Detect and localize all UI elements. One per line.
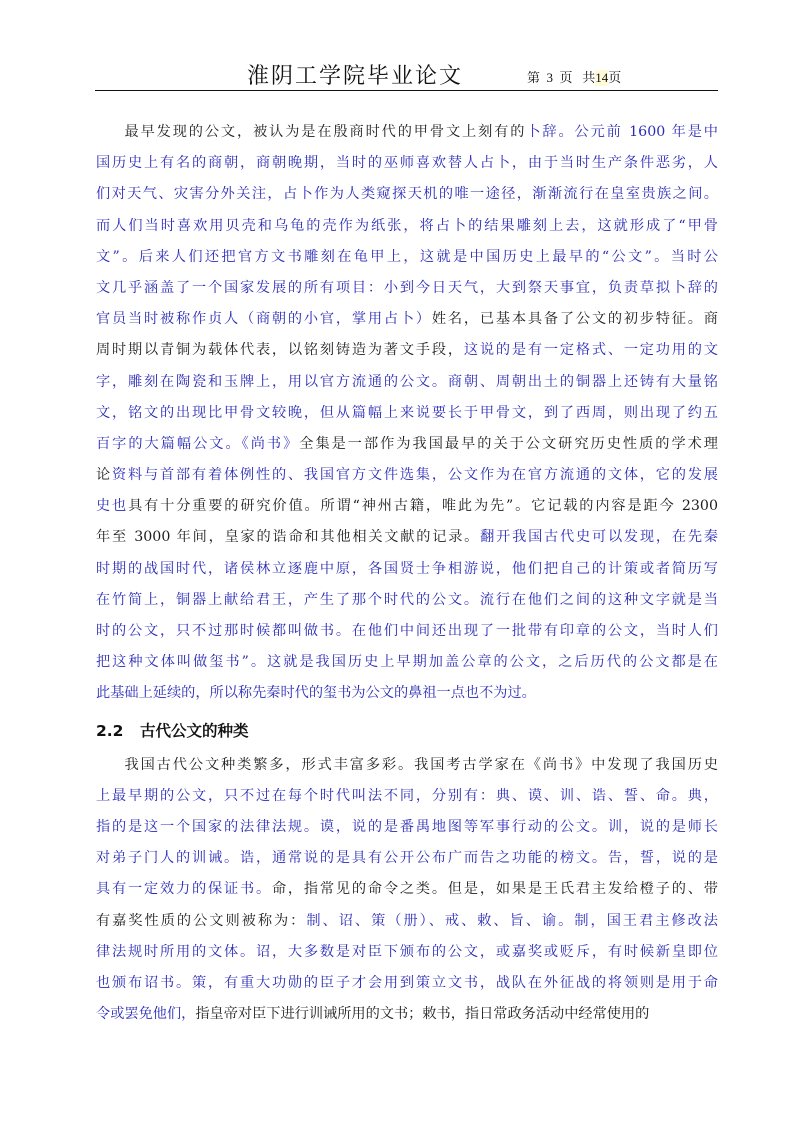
text-run: 律法规时所用的文体。诏，大多数是对臣下颁布的公文，或嘉奖或贬斥，有时候新皇即位 (96, 943, 718, 960)
text-run: 字，雕刻在陶瓷和玉牌上，用以官方流通的公文。商朝、周朝出土的铜器上还铸有大量铭 (96, 373, 718, 390)
text-run: 把这种文体叫做玺书”。这就是我国历史上早期加盖公章的公文，之后历代的公文都是在 (96, 654, 718, 671)
section-heading (96, 712, 718, 750)
paragraph-earliest-documents (96, 117, 718, 710)
text-run: 在竹简上，铜器上献给君王，产生了那个时代的公文。流行在他们之间的这种文字就是当 (96, 591, 718, 608)
text-run: 全集是一部作为我国最早的关于公文研究历史性质的学术理 (299, 435, 718, 452)
text-line (96, 812, 718, 843)
text-line (96, 211, 718, 242)
text-run: 卜辞。公元前 1600 年是中 (526, 124, 718, 140)
text-run: 对弟子门人的训诫。诰，通常说的是具有公开公布广而告之功能的榜文。告，誓，说的是 (96, 850, 718, 867)
text-line (96, 616, 718, 647)
text-line (96, 398, 718, 429)
text-line (96, 999, 718, 1030)
text-run: 文，铭文的出现比甲骨文较晚，但从篇幅上来说要长于甲骨文，到了西周，则出现了约五 (96, 404, 718, 421)
total-suffix: 页 (608, 70, 622, 85)
text-run: 百字的大篇幅公文。《尚书》 (96, 435, 300, 452)
text-run: 具有一定效力的保证书。 (96, 881, 272, 898)
text-run: 官员当时被称作贞人（商朝的小官，掌用占卜） (96, 311, 432, 328)
text-line (96, 335, 718, 366)
text-run: 史也 (96, 498, 129, 515)
text-line (96, 273, 718, 304)
section-title: 古代公文的种类 (140, 721, 249, 740)
text-line (96, 304, 718, 335)
text-run: 而人们当时喜欢用贝壳和乌龟的壳作为纸张，将占卜的结果雕刻上去，这就形成了“甲骨 (96, 217, 718, 234)
text-run: 最早发现的公文，被认为是在殷商时代的甲骨文上刻有的 (124, 124, 527, 140)
text-run: 我国古代公文种类繁多，形式丰富多彩。我国考古学家在《尚书》中发现了我国历史 (124, 756, 718, 773)
page-number: 3 (546, 70, 554, 85)
text-line (96, 460, 718, 491)
page-indicator (527, 67, 621, 86)
text-line (96, 937, 718, 968)
text-run: 具有十分重要的研究价值。所谓“神州古籍，唯此为先”。它记载的内容是距今 2300 (128, 498, 718, 515)
page-prefix: 第 (527, 70, 541, 85)
text-line (96, 781, 718, 812)
total-pages: 14 (595, 70, 609, 85)
thesis-header-title: 淮阴工学院毕业论文 (247, 64, 464, 89)
page-label: 页 (559, 70, 573, 85)
document-body (96, 117, 718, 1030)
text-run: 时的公文，只不过那时候都叫做书。在他们中间还出现了一批带有印章的公文，当时人们 (96, 623, 718, 639)
section-number: 2.2 (96, 721, 124, 740)
text-run: 国历史上有名的商朝，商朝晚期，当时的巫师喜欢替人占卜，由于当时生产条件恶劣，人 (96, 155, 718, 172)
text-run: 有嘉奖性质的公文则被称为： (96, 912, 307, 929)
text-run: 文几乎涵盖了一个国家发展的所有项目：小到今日天气，大到祭天事宜，负责草拟卜辞的 (96, 279, 718, 296)
text-run: 姓名，已基本具备了公文的初步特征。商 (431, 311, 718, 328)
text-run: 翻开我国古代史可以发现，在先秦 (480, 529, 718, 546)
text-run: 资料与首部有着体例性的、我国官方文件选集，公文作为在官方流通的文体，它的发展 (112, 467, 718, 484)
text-run: 论 (96, 467, 112, 484)
page-header (95, 58, 718, 91)
text-line (96, 179, 718, 210)
text-line (96, 117, 718, 148)
text-run: 也颁布诏书。策，有重大功勋的臣子才会用到策立文书，战队在外征战的将领则是用于命 (96, 974, 718, 991)
text-line (96, 678, 718, 709)
paragraph-document-types (96, 750, 718, 1031)
text-line (96, 647, 718, 678)
text-line (96, 242, 718, 273)
text-line (96, 491, 718, 522)
total-prefix: 共 (582, 70, 596, 85)
text-line (96, 148, 718, 179)
text-run: 令或罢免他们， (96, 1006, 196, 1023)
text-line (96, 843, 718, 874)
text-line (96, 874, 718, 905)
text-run: 此基础上延续的，所以称先秦时代的玺书为公文的鼻祖一点也不为过。 (96, 685, 536, 702)
text-run: 这说的是有一定格式、一定功用的文 (463, 342, 718, 359)
text-line (96, 522, 718, 553)
text-run: 制、诏、策（册）、戒、敕、旨、谕。制，国王君主修改法 (306, 912, 718, 929)
text-line (96, 750, 718, 781)
text-line (96, 554, 718, 585)
text-run: 时期的战国时代，诸侯林立逐鹿中原，各国贤士争相游说，他们把自己的计策或者简历写 (96, 560, 718, 577)
text-run: 上最早期的公文，只不过在每个时代叫法不同，分别有：典、谟、训、诰、誓、命。典， (96, 787, 718, 804)
text-run: 年至 3000 年间，皇家的诰命和其他相关文献的记录。 (96, 529, 481, 546)
text-line (96, 968, 718, 999)
text-run: 指皇帝对臣下进行训诫所用的文书；敕书，指日常政务活动中经常使用的 (195, 1006, 650, 1023)
text-run: 周时期以青铜为载体代表，以铭刻铸造为著文手段， (96, 342, 464, 359)
text-run: 们对天气、灾害分外关注，占卜作为人类窥探天机的唯一途径，渐渐流行在皇室贵族之间。 (96, 186, 718, 203)
text-line (96, 906, 718, 937)
text-run: 文”。后来人们还把官方文书雕刻在龟甲上，这就是中国历史上最早的“公文”。当时公 (96, 248, 718, 265)
text-line (96, 367, 718, 398)
text-run: 指的是这一个国家的法律法规。谟，说的是番禺地图等军事行动的公文。训，说的是师长 (96, 818, 718, 835)
text-line (96, 429, 718, 460)
text-line (96, 585, 718, 616)
text-run: 命，指常见的命令之类。但是，如果是王氏君主发给橙子的、带 (271, 881, 718, 898)
